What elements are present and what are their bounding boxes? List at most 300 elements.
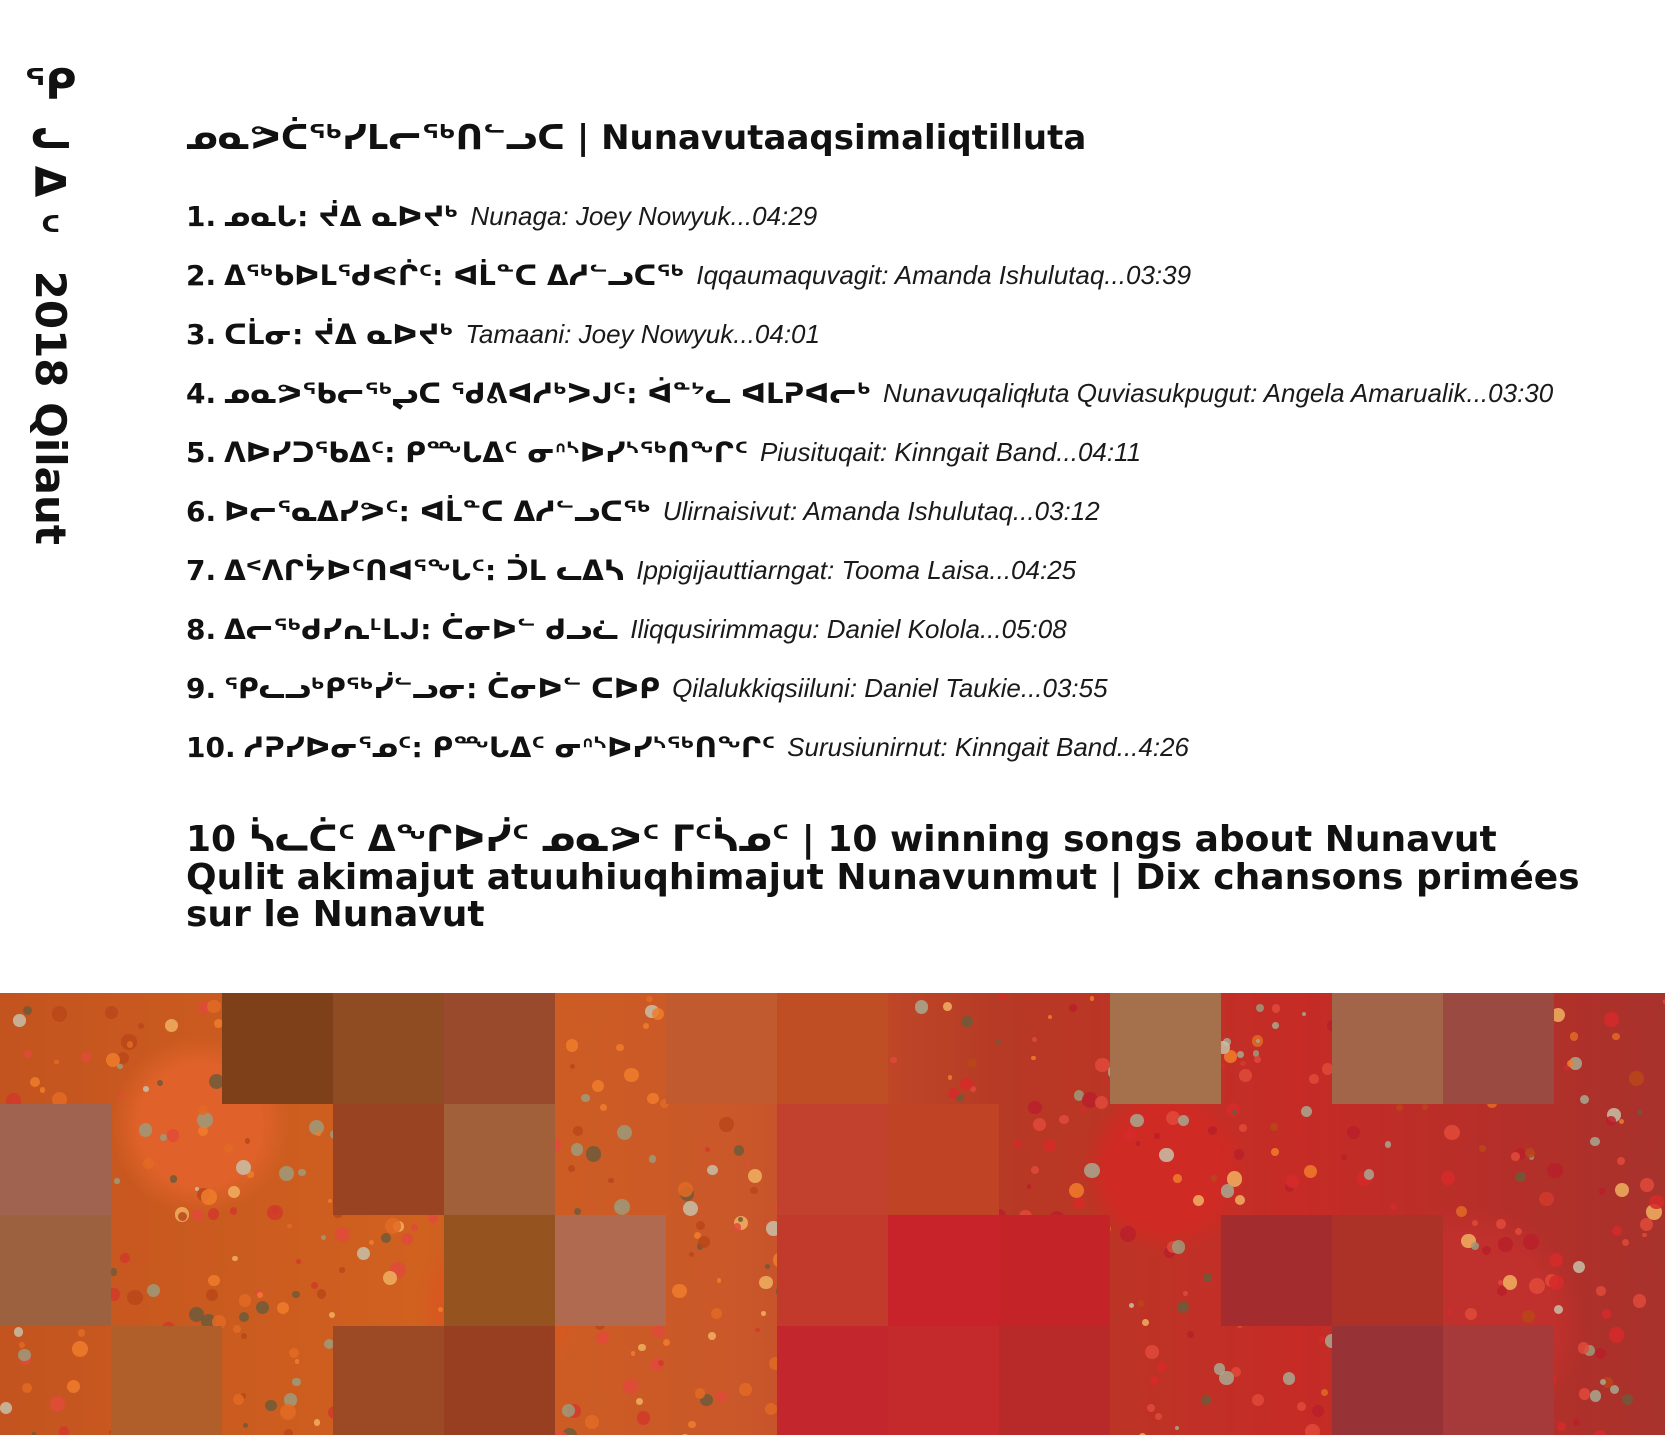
foliage-speck — [279, 1166, 294, 1181]
foliage-speck — [335, 1227, 350, 1242]
foliage-speck — [296, 1259, 301, 1264]
foliage-speck — [568, 1165, 575, 1172]
foliage-speck — [707, 1165, 718, 1176]
foliage-speck — [1610, 1385, 1619, 1394]
foliage-speck — [1175, 1426, 1179, 1430]
foliage-speck — [197, 1112, 213, 1128]
foliage-speck — [623, 1379, 638, 1394]
foliage-speck — [438, 1307, 443, 1312]
foliage-speck — [1312, 1405, 1324, 1417]
foliage-speck — [658, 1360, 664, 1366]
foliage-speck — [739, 1383, 752, 1396]
foliage-speck — [733, 1223, 741, 1231]
foliage-speck — [284, 1429, 293, 1435]
foliage-speck — [1497, 1286, 1507, 1296]
foliage-speck — [1069, 1183, 1084, 1198]
foliage-speck — [948, 1075, 953, 1080]
foliage-speck — [689, 1252, 694, 1257]
foliage-speck — [292, 1378, 300, 1386]
foliage-speck — [1482, 1246, 1492, 1256]
foliage-speck — [996, 1040, 1001, 1045]
mosaic-tile — [222, 993, 333, 1104]
mosaic-tile — [1221, 1215, 1332, 1326]
mosaic-tile — [1332, 1326, 1443, 1435]
foliage-speck — [298, 1169, 305, 1176]
foliage-speck — [608, 1178, 613, 1183]
foliage-speck — [1594, 1430, 1607, 1435]
foliage-speck — [1523, 1234, 1539, 1250]
track-item — [186, 187, 1626, 246]
track-number: 2. — [186, 258, 217, 292]
foliage-speck — [1286, 1175, 1300, 1189]
foliage-speck — [1297, 1402, 1306, 1411]
track-item — [186, 423, 1626, 482]
foliage-speck — [890, 1057, 897, 1064]
foliage-speck — [1069, 1004, 1077, 1012]
foliage-speck — [1172, 1240, 1186, 1254]
foliage-speck — [590, 1204, 594, 1208]
mosaic-tile — [999, 1215, 1110, 1326]
track-roman: Ulirnaisivut: Amanda Ishulutaq...03:12 — [662, 495, 1100, 526]
foliage-speck — [1539, 1192, 1553, 1206]
tracklist-panel — [186, 118, 1626, 934]
foliage-speck — [50, 1396, 65, 1411]
mosaic-tile — [777, 1326, 888, 1435]
foliage-speck — [1159, 1148, 1174, 1163]
foliage-speck — [1239, 1069, 1252, 1082]
foliage-speck — [54, 1060, 59, 1065]
mosaic-tile — [111, 1326, 222, 1435]
foliage-speck — [239, 1294, 251, 1306]
foliage-speck — [160, 1134, 167, 1141]
foliage-speck — [1201, 1395, 1211, 1405]
foliage-speck — [1580, 1095, 1589, 1104]
foliage-speck — [1547, 1163, 1562, 1178]
foliage-speck — [1014, 1140, 1022, 1148]
foliage-speck — [1031, 1056, 1035, 1060]
foliage-speck — [637, 1411, 651, 1425]
track-roman: Piusituqait: Kinngait Band...04:11 — [759, 436, 1142, 467]
mosaic-tile — [1332, 993, 1443, 1104]
foliage-speck — [1595, 1348, 1606, 1359]
foliage-speck — [317, 1289, 327, 1299]
foliage-speck — [1615, 1183, 1629, 1197]
foliage-speck — [573, 1126, 583, 1136]
foliage-speck — [1396, 1104, 1403, 1111]
foliage-speck — [206, 1289, 218, 1301]
foliage-speck — [719, 1117, 734, 1132]
foliage-speck — [1142, 1319, 1149, 1326]
foliage-speck — [1211, 1175, 1218, 1182]
foliage-speck — [314, 1419, 321, 1426]
foliage-speck — [1573, 1419, 1580, 1426]
foliage-speck — [167, 1129, 179, 1141]
track-syllabics: ᓄᓇᒐ: ᔫᐃ ᓇᐅᔪᒃ — [224, 199, 459, 233]
track-item — [186, 364, 1626, 423]
foliage-speck — [617, 1125, 632, 1140]
foliage-speck — [1498, 1237, 1513, 1252]
foliage-speck — [1609, 1327, 1625, 1343]
foliage-speck — [765, 1264, 770, 1269]
foliage-speck — [1554, 1305, 1563, 1314]
foliage-speck — [119, 1091, 125, 1097]
mosaic-tile — [444, 1215, 555, 1326]
track-number: 1. — [186, 199, 217, 233]
foliage-speck — [624, 1068, 638, 1082]
foliage-speck — [1203, 1273, 1212, 1282]
foliage-speck — [1649, 1195, 1663, 1209]
foliage-speck — [1629, 1071, 1643, 1085]
foliage-speck — [636, 1398, 643, 1405]
foliage-speck — [52, 1006, 67, 1021]
foliage-speck — [256, 1301, 269, 1314]
foliage-speck — [1465, 1308, 1477, 1320]
foliage-speck — [1590, 1137, 1599, 1146]
foliage-speck — [1032, 1037, 1037, 1042]
foliage-speck — [1573, 1261, 1586, 1274]
foliage-speck — [1234, 1149, 1245, 1160]
foliage-speck — [581, 1094, 589, 1102]
foliage-speck — [1549, 1253, 1563, 1267]
foliage-speck — [1604, 1012, 1619, 1027]
foliage-speck — [1027, 1184, 1032, 1189]
foliage-speck — [1178, 1115, 1189, 1126]
foliage-speck — [1183, 1291, 1188, 1296]
mosaic-tile — [888, 1326, 999, 1435]
foliage-speck — [401, 1233, 413, 1245]
foliage-speck — [198, 1105, 208, 1115]
foliage-speck — [1221, 1184, 1234, 1197]
foliage-speck — [1612, 1226, 1622, 1236]
mosaic-tile — [1443, 993, 1554, 1104]
foliage-speck — [224, 1144, 232, 1152]
foliage-speck — [170, 1175, 178, 1183]
foliage-speck — [78, 1329, 85, 1336]
mosaic-tile — [0, 1215, 111, 1326]
foliage-speck — [1028, 1101, 1042, 1115]
track-syllabics: ᓄᓇᕗᖃᓕᖅᖢᑕ ᖁᕕᐊᓱᒃᐳᒍᑦ: ᐋᓐᔾᓚ ᐊᒪᕈᐊᓕᒃ — [224, 376, 872, 410]
track-number: 5. — [186, 435, 217, 469]
track-number: 8. — [186, 612, 217, 646]
foliage-speck — [1529, 1278, 1545, 1294]
foliage-speck — [1633, 1294, 1647, 1308]
foliage-speck — [1441, 1171, 1455, 1185]
track-item — [186, 659, 1626, 718]
foliage-speck — [328, 1199, 332, 1203]
foliage-speck — [30, 1077, 40, 1087]
foliage-speck — [1570, 1032, 1578, 1040]
track-roman: Qilalukkiqsiiluni: Daniel Taukie...03:55 — [672, 672, 1108, 703]
mosaic-tile — [0, 1104, 111, 1215]
foliage-speck — [1472, 1220, 1478, 1226]
foliage-speck — [1599, 1188, 1605, 1194]
foliage-speck — [1301, 1106, 1312, 1117]
track-item — [186, 718, 1626, 777]
foliage-speck — [19, 1342, 25, 1348]
foliage-speck — [1622, 1239, 1629, 1246]
foliage-speck — [1059, 1115, 1068, 1124]
foliage-speck — [1073, 1197, 1085, 1209]
foliage-speck — [1578, 1342, 1589, 1353]
foliage-speck — [1048, 1015, 1052, 1019]
mosaic-tile — [444, 993, 555, 1104]
foliage-speck — [1283, 1372, 1295, 1384]
foliage-speck — [277, 1302, 289, 1314]
mosaic-tile — [1332, 1215, 1443, 1326]
foliage-speck — [649, 1155, 657, 1163]
foliage-speck — [647, 1093, 658, 1104]
foliage-speck — [663, 1339, 670, 1346]
foliage-speck — [759, 1276, 772, 1289]
foliage-speck — [1364, 1169, 1375, 1180]
foliage-speck — [289, 1348, 299, 1358]
foliage-speck — [1031, 1166, 1039, 1174]
foliage-speck — [1341, 1154, 1347, 1160]
foliage-speck — [117, 1064, 122, 1069]
foliage-speck — [1193, 1195, 1204, 1206]
mosaic-tile — [333, 1104, 444, 1215]
foliage-speck — [652, 1325, 665, 1338]
track-syllabics: ᕿᓚᓗᒃᑭᖅᓰᓪᓗᓂ: ᑖᓂᐅᓪ ᑕᐅᑭ — [224, 671, 661, 705]
foliage-speck — [711, 1308, 722, 1319]
track-roman: Tamaani: Joey Nowyuk...04:01 — [465, 318, 820, 349]
track-item — [186, 482, 1626, 541]
foliage-speck — [585, 1415, 599, 1429]
foliage-speck — [72, 1341, 88, 1357]
foliage-speck — [1240, 1061, 1245, 1066]
foliage-speck — [329, 1312, 335, 1318]
foliage-speck — [698, 1236, 710, 1248]
foliage-speck — [105, 1006, 118, 1019]
foliage-speck — [1173, 1174, 1182, 1183]
foliage-speck — [272, 1207, 279, 1214]
mosaic-tile — [666, 993, 777, 1104]
track-number: 10. — [186, 730, 236, 764]
foliage-speck — [961, 1016, 972, 1027]
foliage-speck — [230, 1207, 238, 1215]
foliage-speck — [1208, 1126, 1217, 1135]
foliage-speck — [207, 1000, 220, 1013]
foliage-speck — [1619, 1119, 1624, 1124]
foliage-speck — [1239, 1124, 1247, 1132]
foliage-speck — [1347, 1126, 1360, 1139]
track-item — [186, 600, 1626, 659]
foliage-speck — [201, 1189, 216, 1204]
foliage-speck — [1642, 1233, 1646, 1237]
foliage-speck — [1254, 1056, 1261, 1063]
foliage-speck — [287, 1224, 291, 1228]
mosaic-tile — [444, 1104, 555, 1215]
foliage-speck — [120, 1253, 130, 1263]
foliage-speck — [265, 1400, 276, 1411]
foliage-speck — [1155, 1413, 1163, 1421]
foliage-speck — [1444, 1125, 1460, 1141]
foliage-speck — [1471, 1242, 1479, 1250]
foliage-speck — [316, 1132, 321, 1137]
foliage-speck — [369, 1240, 374, 1245]
foliage-speck — [1120, 1226, 1136, 1242]
foliage-speck — [236, 1160, 251, 1175]
foliage-speck — [1272, 1004, 1281, 1013]
foliage-speck — [1479, 1145, 1486, 1152]
track-item — [186, 305, 1626, 364]
foliage-speck — [967, 1058, 977, 1068]
foliage-speck — [596, 1331, 609, 1344]
foliage-speck — [59, 1426, 69, 1435]
foliage-speck — [1090, 996, 1094, 1000]
track-syllabics: ᐃᑉᐱᒋᔮᐅᑦᑎᐊᕐᖓᑦ: ᑑᒪ ᓚᐃᓴ — [224, 553, 625, 587]
foliage-speck — [1271, 1148, 1279, 1156]
foliage-speck — [1496, 1219, 1506, 1229]
foliage-speck — [127, 1041, 133, 1047]
foliage-speck — [570, 1064, 576, 1070]
foliage-speck — [960, 1078, 973, 1091]
foliage-speck — [1177, 1301, 1189, 1313]
foliage-speck — [683, 1201, 698, 1216]
foliage-speck — [734, 1145, 744, 1155]
track-roman: Iliqqusirimmagu: Daniel Kolola...05:08 — [630, 613, 1067, 644]
foliage-speck — [571, 1143, 584, 1156]
foliage-speck — [1319, 1336, 1325, 1342]
foliage-speck — [147, 1284, 160, 1297]
foliage-speck — [243, 1423, 248, 1428]
foliage-speck — [646, 996, 652, 1002]
track-number: 3. — [186, 317, 217, 351]
foliage-speck — [1640, 1178, 1654, 1192]
foliage-speck — [280, 1404, 296, 1420]
track-item — [186, 541, 1626, 600]
foliage-speck — [600, 1104, 607, 1111]
foliage-speck — [943, 1002, 952, 1011]
foliage-speck — [761, 1311, 766, 1316]
foliage-speck — [1498, 1280, 1503, 1285]
foliage-speck — [139, 1123, 153, 1137]
track-number: 4. — [186, 376, 217, 410]
track-item — [186, 246, 1626, 305]
foliage-speck — [0, 1402, 12, 1414]
foliage-speck — [81, 1052, 90, 1061]
album-tagline — [186, 818, 1626, 936]
foliage-speck — [1422, 1104, 1428, 1110]
album-title: ᓄᓇᕗᑖᖅᓯᒪᓕᖅᑎᓪᓗᑕ | Nunavutaaqsimaliqtilluta — [186, 118, 1087, 158]
foliage-speck — [23, 1006, 32, 1015]
foliage-speck — [616, 1044, 623, 1051]
foliage-speck — [228, 1186, 240, 1198]
foliage-speck — [1305, 1424, 1320, 1435]
foliage-speck — [1130, 1114, 1144, 1128]
mosaic-tile — [777, 993, 888, 1104]
foliage-speck — [1321, 1389, 1328, 1396]
foliage-speck — [1235, 1195, 1246, 1206]
foliage-speck — [295, 1359, 300, 1364]
mosaic-tile — [555, 1215, 666, 1326]
foliage-speck — [232, 1256, 237, 1261]
track-number: 6. — [186, 494, 217, 528]
foliage-speck — [708, 1332, 716, 1340]
track-syllabics: ᐃᓕᖅᑯᓯᕆᒻᒪᒍ: ᑖᓂᐅᓪ ᑯᓗᓛ — [224, 612, 619, 646]
track-syllabics: ᐱᐅᓯᑐᖃᐃᑦ: ᑭᙵᐃᑦ ᓂᐢᔅᐅᓯᔅᖅᑎᖕᒋᑦ — [224, 435, 748, 469]
foliage-speck — [1622, 1394, 1633, 1405]
foliage-speck — [411, 1224, 419, 1232]
foliage-speck — [1256, 1004, 1264, 1012]
foliage-speck — [22, 1383, 32, 1393]
track-number: 9. — [186, 671, 217, 705]
foliage-speck — [1124, 1129, 1137, 1142]
foliage-speck — [114, 1178, 119, 1183]
tagline-line-1: 10 ᓵᓚᑖᑦ ᐃᖕᒋᐅᓰᑦ ᓄᓇᕗᑦ ᒥᑦᓵᓄᑦ | 10 winning songs about Nunavut — [186, 818, 1497, 860]
foliage-speck — [638, 1344, 645, 1351]
foliage-speck — [1129, 1303, 1134, 1308]
mosaic-tile — [888, 1215, 999, 1326]
mosaic-tile — [1110, 993, 1221, 1104]
foliage-speck — [1456, 1206, 1467, 1217]
mosaic-tile — [999, 1326, 1110, 1435]
foliage-speck — [357, 1247, 370, 1260]
foliage-speck — [1150, 1376, 1159, 1385]
foliage-speck — [1219, 1371, 1233, 1385]
track-syllabics: ᑕᒫᓂ: ᔫᐃ ᓇᐅᔪᒃ — [224, 317, 454, 351]
foliage-speck — [233, 1325, 241, 1333]
foliage-speck — [1095, 1096, 1108, 1109]
foliage-speck — [1606, 1116, 1615, 1125]
foliage-speck — [1147, 1404, 1155, 1412]
foliage-speck — [192, 1209, 204, 1221]
foliage-speck — [311, 1282, 318, 1289]
foliage-speck — [765, 1403, 777, 1415]
track-roman: Surusiunirnut: Kinngait Band...4:26 — [787, 731, 1189, 762]
foliage-speck — [165, 1019, 178, 1032]
foliage-speck — [233, 1394, 244, 1405]
foliage-speck — [1237, 1051, 1244, 1058]
foliage-speck — [1515, 1228, 1522, 1235]
foliage-speck — [257, 1292, 263, 1298]
foliage-speck — [1157, 1362, 1167, 1372]
foliage-speck — [1154, 1133, 1160, 1139]
foliage-speck — [143, 1086, 149, 1092]
track-list — [186, 187, 1626, 777]
foliage-speck — [1511, 1152, 1520, 1161]
foliage-speck — [1638, 1110, 1643, 1115]
foliage-speck — [562, 1404, 575, 1417]
foliage-speck — [245, 1138, 250, 1143]
foliage-speck — [1187, 1331, 1194, 1338]
foliage-speck — [239, 1312, 250, 1323]
track-syllabics: ᐅᓕᕐᓇᐃᓯᕗᑦ: ᐊᒫᓐᑕ ᐃᓱᓪᓗᑕᖅ — [224, 494, 651, 528]
foliage-speck — [678, 1182, 693, 1197]
track-number: 7. — [186, 553, 217, 587]
foliage-speck — [1579, 1388, 1590, 1399]
foliage-speck — [652, 1008, 665, 1021]
mosaic-tile — [777, 1215, 888, 1326]
spine-title: ᕿᓚᐅᑦ 2018 Qilaut — [26, 60, 75, 545]
foliage-speck — [67, 1380, 80, 1393]
mosaic-tile — [444, 1326, 555, 1435]
foliage-speck — [1000, 993, 1006, 999]
foliage-speck — [748, 1169, 762, 1183]
foliage-speck — [705, 1147, 710, 1152]
foliage-speck — [385, 1218, 401, 1234]
foliage-speck — [1590, 1390, 1602, 1402]
foliage-speck — [127, 1290, 143, 1306]
foliage-speck — [1138, 1300, 1145, 1307]
foliage-speck — [1080, 1107, 1085, 1112]
foliage-speck — [738, 1217, 743, 1222]
foliage-speck — [1272, 1022, 1279, 1029]
foliage-speck — [1602, 1309, 1611, 1318]
foliage-speck — [1270, 1123, 1278, 1131]
foliage-speck — [1302, 1012, 1306, 1016]
mosaic-tile — [1443, 1326, 1554, 1435]
